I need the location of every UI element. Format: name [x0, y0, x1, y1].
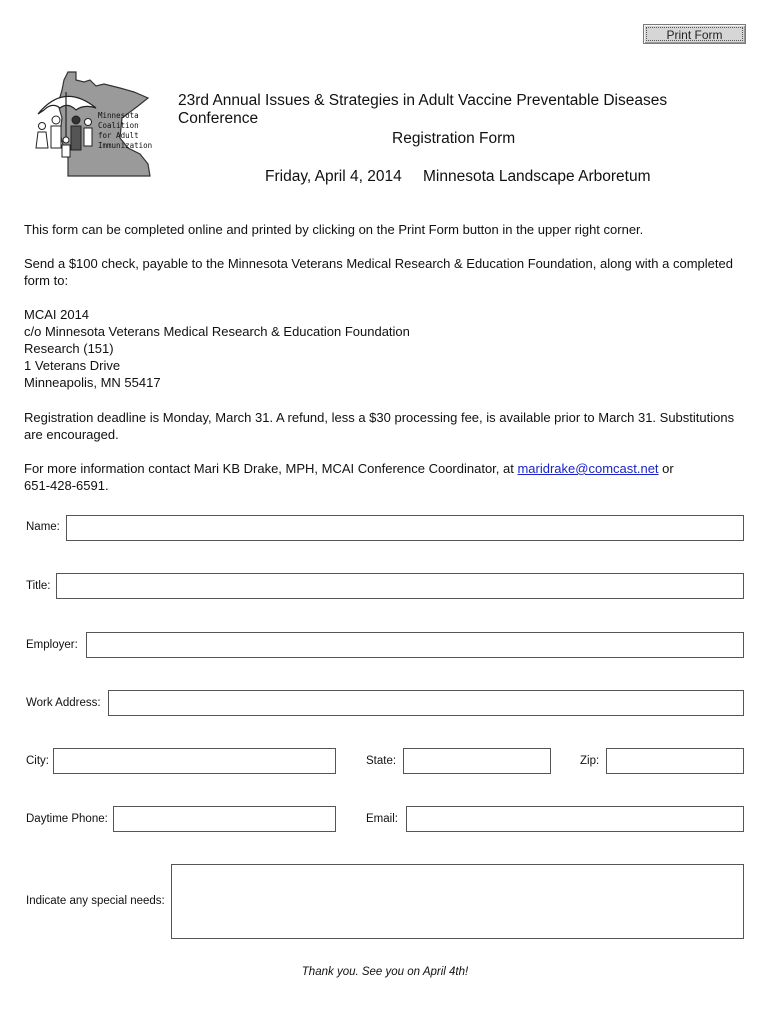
employer-label: Employer:	[26, 639, 78, 651]
contact-email-link[interactable]: maridrake@comcast.net	[517, 461, 659, 476]
zip-field[interactable]	[606, 748, 744, 774]
state-label: State:	[366, 755, 397, 767]
intro-text: This form can be completed online and printed by clicking on the Print Form button in the upper right corner.	[24, 222, 644, 237]
email-label: Email:	[366, 813, 398, 825]
employer-field[interactable]	[86, 632, 744, 658]
conference-title: 23rd Annual Issues & Strategies in Adult Vaccine Preventable Diseases Conference	[178, 92, 668, 127]
mailing-address: MCAI 2014 c/o Minnesota Veterans Medical Research & Education Foundation Research (151) 1 Veterans Drive Minneapolis, MN 55417	[24, 307, 410, 390]
event-date: Friday, April 4, 2014	[265, 168, 402, 185]
name-field[interactable]	[66, 515, 744, 541]
event-venue: Minnesota Landscape Arboretum	[423, 168, 651, 185]
work-address-field[interactable]	[108, 690, 744, 716]
work-address-label: Work Address:	[26, 697, 101, 709]
form-subtitle: Registration Form	[392, 130, 516, 147]
payment-instructions: Send a $100 check, payable to the Minnesota Veterans Medical Research & Education Foundation, along with a completed form to:	[24, 256, 733, 288]
title-label: Title:	[26, 580, 51, 592]
contact-text: For more information contact Mari KB Drake, MPH, MCAI Conference Coordinator, at maridrake@comcast.net or 651-428-6591.	[24, 461, 674, 493]
email-field[interactable]	[406, 806, 744, 832]
state-field[interactable]	[403, 748, 551, 774]
city-label: City:	[26, 755, 49, 767]
special-needs-field[interactable]	[171, 864, 744, 939]
name-label: Name:	[26, 521, 60, 533]
city-field[interactable]	[53, 748, 336, 774]
deadline-text: Registration deadline is Monday, March 31. A refund, less a $30 processing fee, is available prior to March 31. Substitutions are encouraged.	[24, 410, 735, 442]
zip-label: Zip:	[580, 755, 600, 767]
print-form-button[interactable]: Print Form	[643, 24, 746, 44]
logo-caption: Minnesota Coalition for Adult Immunization	[98, 111, 153, 150]
special-needs-label: Indicate any special needs:	[26, 895, 165, 907]
daytime-phone-label: Daytime Phone:	[26, 813, 108, 825]
thank-you-note: Thank you. See you on April 4th!	[301, 966, 469, 978]
daytime-phone-field[interactable]	[113, 806, 336, 832]
title-field[interactable]	[56, 573, 744, 599]
